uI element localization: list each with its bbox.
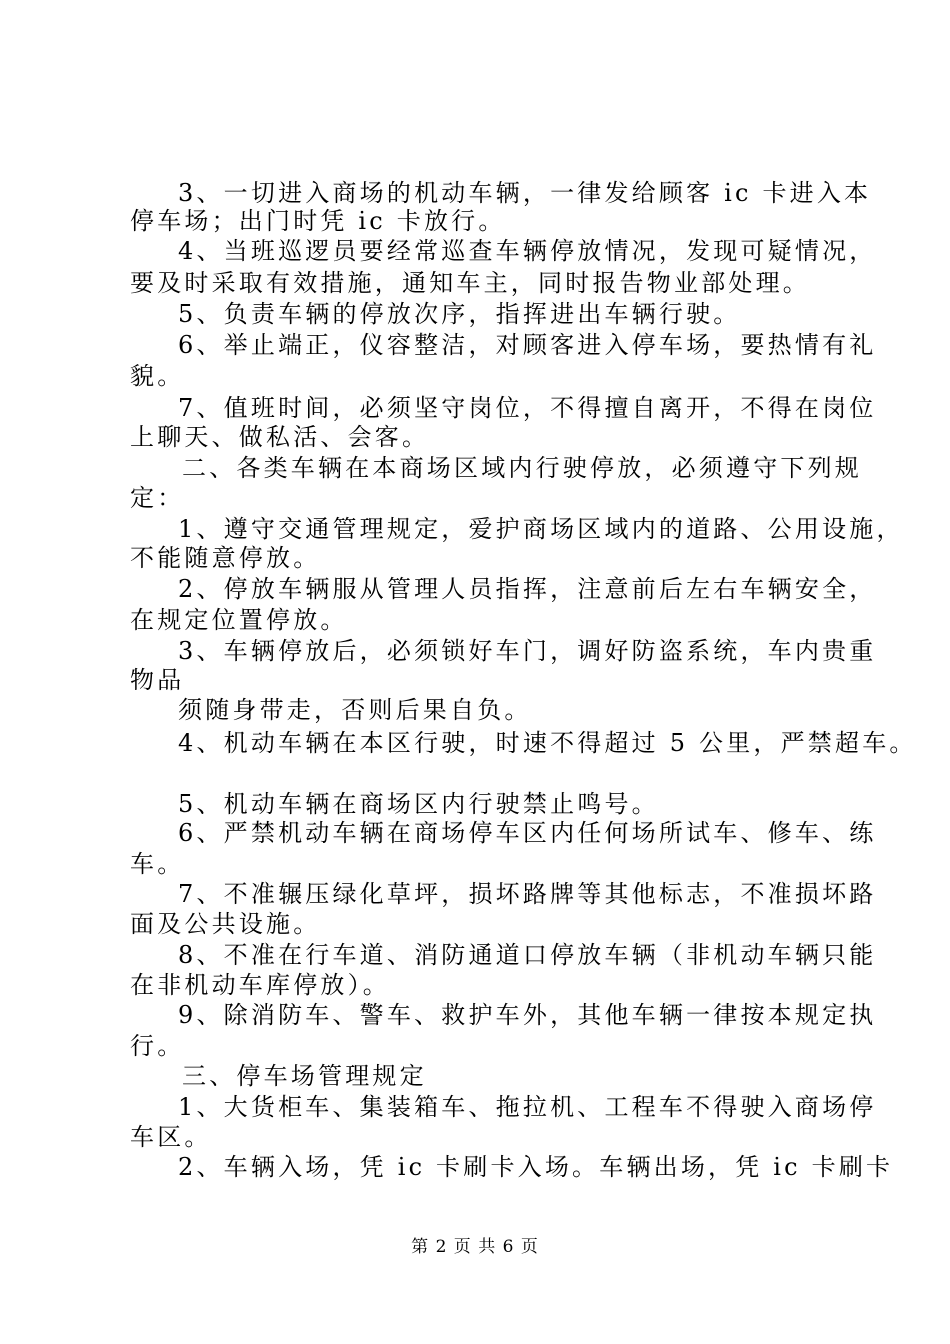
paragraph-line: 3、车辆停放后，必须锁好车门，调好防盗系统，车内贵重 [178, 637, 877, 665]
paragraph-line: 要及时采取有效措施，通知车主，同时报告物业部处理。 [130, 269, 810, 297]
paragraph-line: 1、大货柜车、集装箱车、拖拉机、工程车不得驶入商场停 [178, 1093, 877, 1121]
paragraph-line: 5、机动车辆在商场区内行驶禁止鸣号。 [178, 790, 659, 818]
paragraph-line: 2、车辆入场，凭 ic 卡刷卡入场。车辆出场，凭 ic 卡刷卡 [178, 1153, 894, 1181]
paragraph-line: 不能随意停放。 [130, 544, 321, 572]
paragraph-line: 6、举止端正，仪容整洁，对顾客进入停车场，要热情有礼 [178, 331, 877, 359]
paragraph-line: 上聊天、做私活、会客。 [130, 423, 430, 451]
section-heading: 二、各类车辆在本商场区域内行驶停放，必须遵守下列规 [182, 454, 862, 482]
paragraph-line: 车。 [130, 850, 185, 878]
section-heading: 三、停车场管理规定 [182, 1062, 427, 1090]
paragraph-line: 停车场；出门时凭 ic 卡放行。 [130, 207, 506, 235]
paragraph-line: 9、除消防车、警车、救护车外，其他车辆一律按本规定执 [178, 1001, 877, 1029]
paragraph-line: 物品 [130, 666, 185, 694]
paragraph-line: 6、严禁机动车辆在商场停车区内任何场所试车、修车、练 [178, 819, 877, 847]
paragraph-line: 行。 [130, 1032, 185, 1060]
paragraph-line: 在非机动车库停放）。 [130, 971, 390, 999]
paragraph-line: 须随身带走，否则后果自负。 [178, 696, 532, 724]
paragraph-line: 定： [130, 484, 185, 512]
paragraph-line: 8、不准在行车道、消防通道口停放车辆（非机动车辆只能 [178, 941, 877, 969]
paragraph-line: 在规定位置停放。 [130, 606, 348, 634]
paragraph-line: 1、遵守交通管理规定，爱护商场区域内的道路、公用设施， [178, 515, 904, 543]
paragraph-line: 面及公共设施。 [130, 910, 321, 938]
paragraph-line: 2、停放车辆服从管理人员指挥，注意前后左右车辆安全， [178, 575, 877, 603]
paragraph-line: 7、值班时间，必须坚守岗位，不得擅自离开，不得在岗位 [178, 394, 877, 422]
paragraph-line: 7、不准辗压绿化草坪，损坏路牌等其他标志，不准损坏路 [178, 880, 877, 908]
paragraph-line: 4、当班巡逻员要经常巡查车辆停放情况，发现可疑情况， [178, 237, 877, 265]
paragraph-line: 貌。 [130, 362, 185, 390]
paragraph-line: 车区。 [130, 1123, 212, 1151]
page-footer: 第 2 页 共 6 页 [411, 1237, 539, 1257]
paragraph-line: 3、一切进入商场的机动车辆，一律发给顾客 ic 卡进入本 [178, 179, 872, 207]
paragraph-line: 4、机动车辆在本区行驶，时速不得超过 5 公里，严禁超车。 [178, 729, 917, 757]
paragraph-line: 5、负责车辆的停放次序，指挥进出车辆行驶。 [178, 300, 741, 328]
